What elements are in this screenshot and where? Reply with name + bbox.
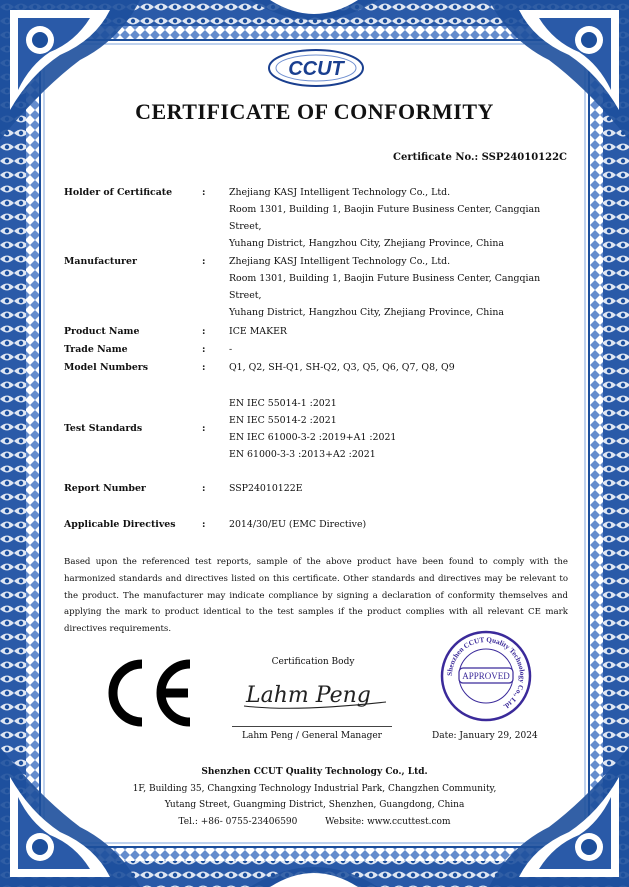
holder-colon: : xyxy=(202,187,206,198)
signature xyxy=(236,672,396,716)
report-number-colon: : xyxy=(202,483,206,494)
manufacturer-colon: : xyxy=(202,256,206,267)
ccut-logo xyxy=(266,46,366,90)
holder-value xyxy=(229,184,569,252)
standard-item: EN 61000-3-3 :2013+A2 :2021 xyxy=(229,449,376,460)
footer-website[interactable]: Website: www.ccuttest.com xyxy=(325,816,451,827)
footer-company: Shenzhen CCUT Quality Technology Co., Ltd. xyxy=(201,767,428,777)
directives-value: 2014/30/EU (EMC Directive) xyxy=(229,519,367,530)
signer-name: Lahm Peng / General Manager xyxy=(241,731,382,741)
test-standards-label: Test Standards xyxy=(64,423,143,434)
holder-line: Room 1301, Building 1, Baojin Future Business Center, Cangqian Street, xyxy=(229,204,541,232)
svg-text:APPROVED: APPROVED xyxy=(462,671,510,681)
manufacturer-line: Zhejiang KASJ Intelligent Technology Co., Ltd. xyxy=(229,256,451,267)
manufacturer-line: Yuhang District, Hangzhou City, Zhejiang Province, China xyxy=(229,307,504,318)
compliance-statement: Based upon the referenced test reports, sample of the above product have been found to comply with the harmonized standards and directives listed on this certificate. Other standards and directives may be relevant to the product. The manufacturer may indicate compliance by signing a declaration of conformity themselves and applying the mark to product identical to the test samples if the product complies with all relevant CE mark directives requirements. xyxy=(64,557,568,635)
manufacturer-label: Manufacturer xyxy=(64,256,137,267)
standard-item: EN IEC 61000-3-2 :2019+A1 :2021 xyxy=(229,432,397,443)
product-name-label: Product Name xyxy=(64,326,140,337)
svg-text:CCUT: CCUT xyxy=(288,58,344,80)
issue-date: Date: January 29, 2024 xyxy=(432,731,538,741)
report-number-value: SSP24010122E xyxy=(229,483,303,494)
ce-mark xyxy=(102,658,194,728)
holder-label: Holder of Certificate xyxy=(64,187,173,198)
signature-line xyxy=(232,726,392,727)
footer-contact xyxy=(0,814,629,831)
footer-tel: Tel.: +86- 0755-23406590 xyxy=(178,816,298,827)
product-name-value: ICE MAKER xyxy=(229,326,287,337)
approved-stamp xyxy=(440,630,532,722)
svg-text:Shenzhen CCUT Quality Technolo: Shenzhen CCUT Quality Technology Co., Ltd. xyxy=(445,635,527,711)
trade-name-value: - xyxy=(229,344,233,355)
report-number-label: Report Number xyxy=(64,483,146,494)
certification-body-label: Certification Body xyxy=(271,657,355,667)
model-numbers-value: Q1, Q2, SH-Q1, SH-Q2, Q3, Q5, Q6, Q7, Q8, Q9 xyxy=(229,362,455,373)
product-name-colon: : xyxy=(202,326,206,337)
model-numbers-label: Model Numbers xyxy=(64,362,149,373)
certificate-title: CERTIFICATE OF CONFORMITY xyxy=(135,99,494,124)
trade-name-label: Trade Name xyxy=(64,344,128,355)
test-standards-colon: : xyxy=(202,423,206,434)
test-standards-value xyxy=(229,395,569,463)
model-numbers-colon: : xyxy=(202,362,206,373)
trade-name-colon: : xyxy=(202,344,206,355)
holder-line: Zhejiang KASJ Intelligent Technology Co., Ltd. xyxy=(229,187,451,198)
manufacturer-line: Room 1301, Building 1, Baojin Future Business Center, Cangqian Street, xyxy=(229,273,541,301)
holder-line: Yuhang District, Hangzhou City, Zhejiang Province, China xyxy=(229,238,504,249)
directives-colon: : xyxy=(202,519,206,530)
certificate-number: Certificate No.: SSP24010122C xyxy=(393,152,567,163)
manufacturer-value xyxy=(229,253,569,321)
directives-label: Applicable Directives xyxy=(64,519,176,530)
footer-address-1: 1F, Building 35, Changxing Technology Industrial Park, Changzhen Community, xyxy=(132,783,497,794)
footer-address-2: Yutang Street, Guangming District, Shenzhen, Guangdong, China xyxy=(164,800,465,810)
svg-text:Lahm Peng: Lahm Peng xyxy=(246,683,371,708)
footer xyxy=(0,764,629,830)
standard-item: EN IEC 55014-2 :2021 xyxy=(229,415,337,426)
standard-item: EN IEC 55014-1 :2021 xyxy=(229,398,337,409)
